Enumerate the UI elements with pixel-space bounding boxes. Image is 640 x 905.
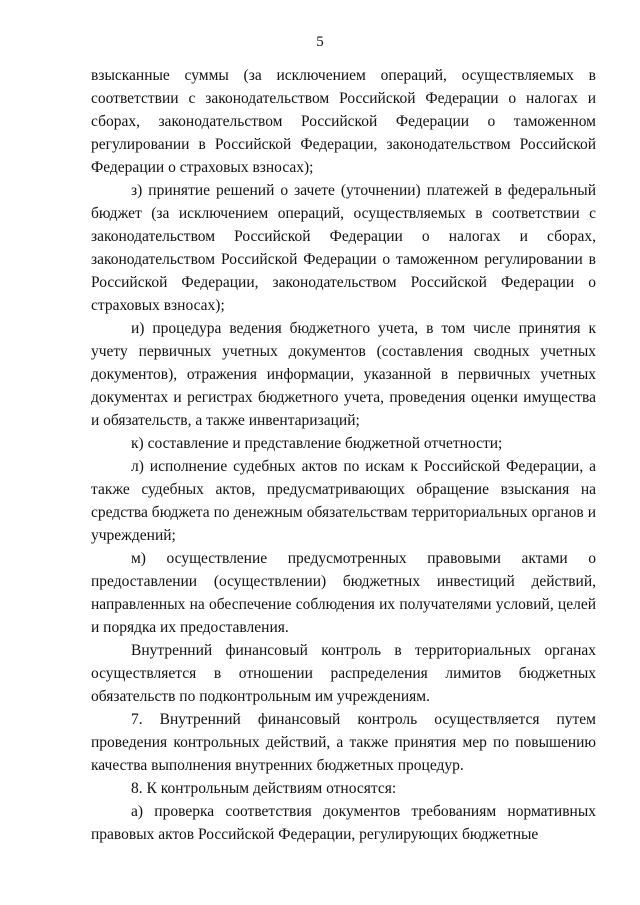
paragraph-item-a: а) проверка соответствия документов требованиям нормативных правовых актов Российской Федерации, регулирующих бюджетные (91, 803, 596, 843)
paragraph-item-z: з) принятие решений о зачете (уточнении) платежей в федеральный бюджет (за исключением операций, осуществляемых в соответствии с законодательством Российской Федерации о налогах и сборах, законодательством Российской Федерации о таможенном регулировании в Российской Федерации, законодательством Российской Федерации о страховых взносах); (91, 182, 596, 314)
paragraph-item-m: м) осуществление предусмотренных правовыми актами о предоставлении (осуществлении) бюджетных инвестиций действий, направленных на обеспечение соблюдения их получателями условий, целей и порядка их предоставления. (91, 550, 596, 636)
paragraph-item-i: и) процедура ведения бюджетного учета, в том числе принятия к учету первичных учетных документов (составления сводных учетных документов), отражения информации, указанной в первичных учетных документах и регистрах бюджетного учета, проведения оценки имущества и обязательств, а также инвентаризаций; (91, 320, 596, 429)
paragraph-section-8: 8. К контрольным действиям относятся: (131, 780, 397, 797)
paragraph-section-7: 7. Внутренний финансовый контроль осуществляется путем проведения контрольных действий, а также принятия мер по повышению качества выполнения внутренних бюджетных процедур. (91, 711, 596, 774)
paragraph-territorial-control: Внутренний финансовый контроль в территориальных органах осуществляется в отношении распределения лимитов бюджетных обязательств по подконтрольным им учреждениям. (91, 642, 596, 705)
paragraph-item-l: л) исполнение судебных актов по искам к Российской Федерации, а также судебных актов, предусматривающих обращение взыскания на средства бюджета по денежным обязательствам территориальных органов и учреждений; (91, 458, 596, 544)
paragraph-continuation: взысканные суммы (за исключением операций, осуществляемых в соответствии с законодательством Российской Федерации о налогах и сборах, законодательством Российской Федерации о таможенном регулировании в Российской Федерации, законодательством Российской Федерации о страховых взносах); (91, 67, 596, 176)
paragraph-item-k: к) составление и представление бюджетной отчетности; (131, 435, 503, 452)
page-number: 5 (316, 34, 324, 50)
document-body (91, 64, 596, 846)
